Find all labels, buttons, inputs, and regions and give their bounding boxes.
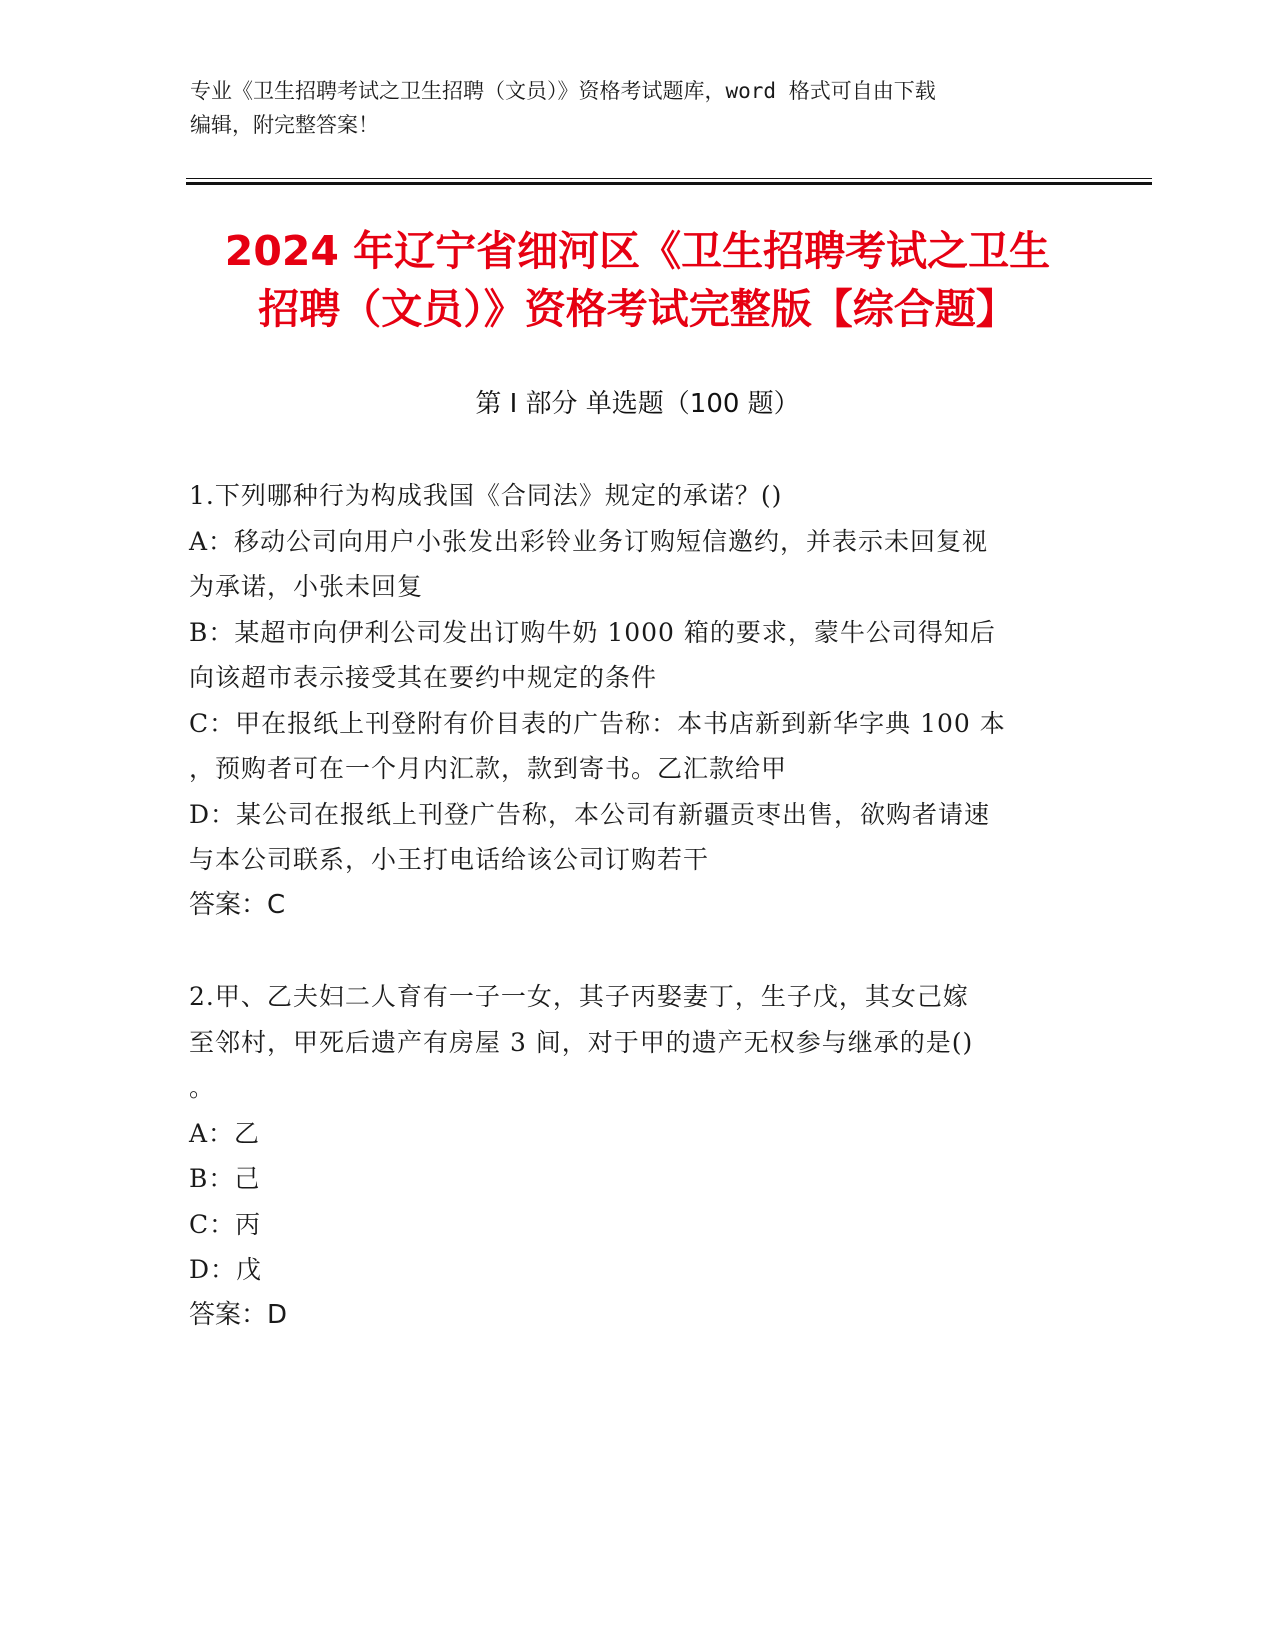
header-rule-thick <box>186 182 1152 185</box>
question-1-option-d: D：某公司在报纸上刊登广告称，本公司有新疆贡枣出售，欲购者请速 <box>189 799 991 829</box>
document-header-note <box>190 74 1090 142</box>
question-1 <box>189 473 1089 928</box>
header-note-line-1: 专业《卫生招聘考试之卫生招聘（文员）》资格考试题库，word 格式可自由下载 <box>190 79 936 103</box>
question-2-stem-end: 。 <box>189 1073 216 1102</box>
title-line-1: 2024 年辽宁省细河区《卫生招聘考试之卫生 <box>224 227 1051 275</box>
question-1-option-b: B：某超市向伊利公司发出订购牛奶 1000 箱的要求，蒙牛公司得知后 <box>189 617 996 647</box>
question-1-option-a-cont: 为承诺，小张未回复 <box>189 572 424 601</box>
question-2-option-c: C：丙 <box>189 1209 262 1239</box>
section-heading: 第 I 部分 单选题（100 题） <box>475 389 800 419</box>
question-2-answer: 答案：D <box>189 1299 288 1330</box>
question-2-option-a: A：乙 <box>189 1118 261 1148</box>
document-title <box>150 222 1125 338</box>
question-1-option-b-cont: 向该超市表示接受其在要约中规定的条件 <box>189 663 658 692</box>
question-2-stem: 2.甲、乙夫妇二人育有一子一女，其子丙娶妻丁，生子戊，其女己嫁 <box>189 982 969 1011</box>
question-1-answer: 答案：C <box>189 889 286 920</box>
question-1-option-a: A：移动公司向用户小张发出彩铃业务订购短信邀约，并表示未回复视 <box>189 526 989 556</box>
header-note-line-2: 编辑，附完整答案！ <box>190 113 379 137</box>
question-1-option-c-cont: ，预购者可在一个月内汇款，款到寄书。乙汇款给甲 <box>189 754 788 783</box>
question-2-option-b: B：己 <box>189 1164 261 1193</box>
question-2-option-d: D：戊 <box>189 1255 263 1284</box>
header-rule-thin <box>186 178 1152 179</box>
question-2-stem-cont: 至邻村，甲死后遗产有房屋 3 间，对于甲的遗产无权参与继承的是() <box>189 1027 974 1057</box>
question-1-option-c: C：甲在报纸上刊登附有价目表的广告称：本书店新到新华字典 100 本 <box>189 708 1006 738</box>
title-line-2: 招聘（文员）》资格考试完整版【综合题】 <box>258 285 1017 333</box>
question-1-option-d-cont: 与本公司联系，小王打电话给该公司订购若干 <box>189 845 710 874</box>
question-2 <box>189 974 1089 1338</box>
question-1-stem: 1.下列哪种行为构成我国《合同法》规定的承诺？() <box>189 481 783 510</box>
